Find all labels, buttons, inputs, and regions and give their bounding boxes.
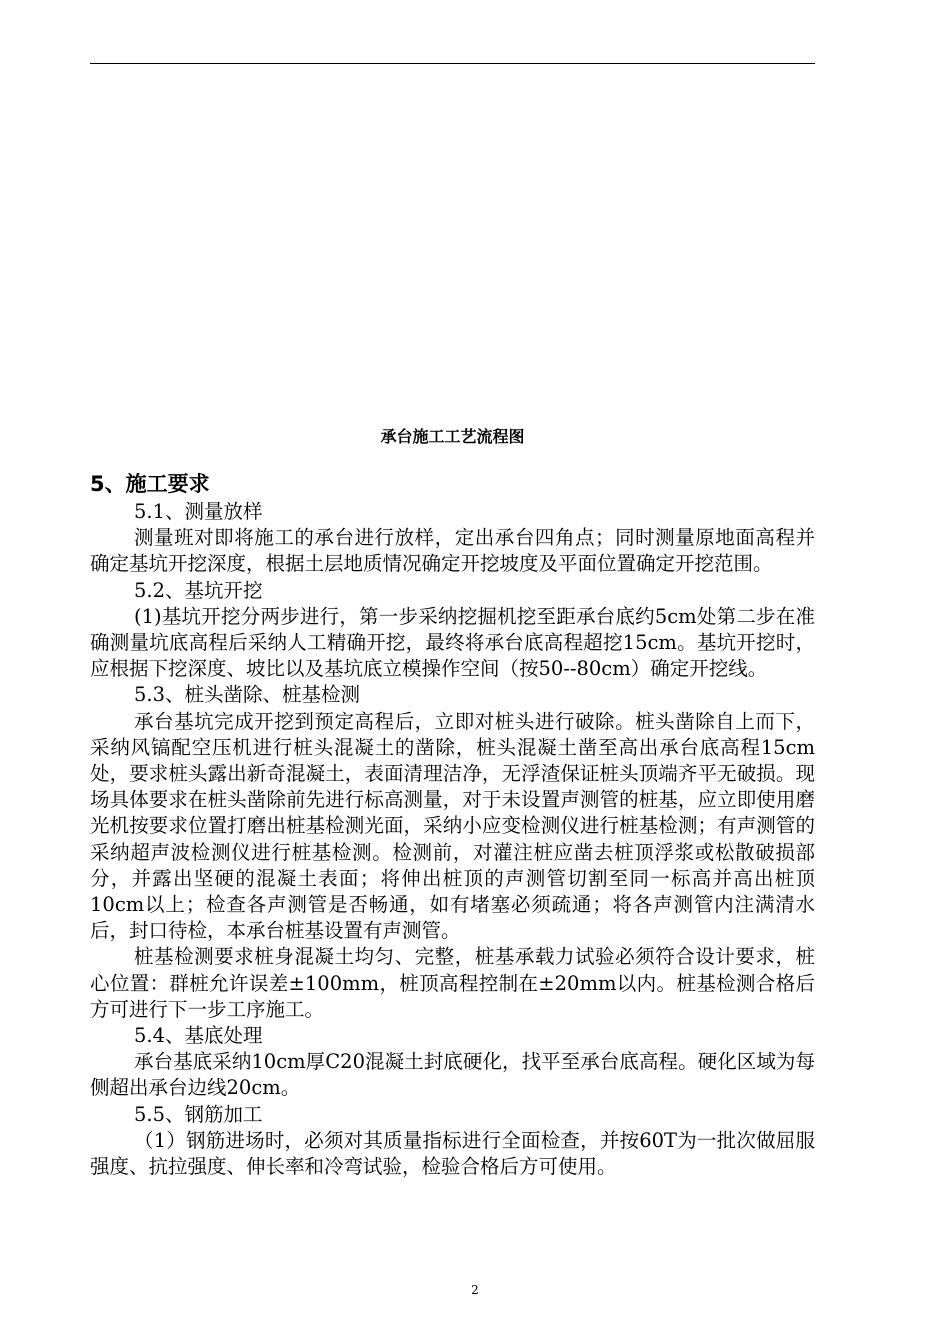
paragraph: 桩基检测要求桩身混凝土均匀、完整，桩基承载力试验必须符合设计要求，桩心位置：群桩允许误差±100mm，桩顶高程控制在±20mm以内。桩基检测合格后方可进行下一步工序施工。 xyxy=(90,945,815,1021)
subsection-title-5-1: 5.1、测量放样 xyxy=(134,500,263,523)
main-content xyxy=(90,470,815,1180)
subsection-title-5-2: 5.2、基坑开挖 xyxy=(134,578,263,602)
page-number: 2 xyxy=(471,1283,479,1297)
section-heading: 5、施工要求 xyxy=(90,472,210,496)
flowchart-figure-area xyxy=(90,75,815,415)
subsection-title-5-4: 5.4、基底处理 xyxy=(134,1024,263,1048)
header-rule xyxy=(90,63,815,64)
subsection-title-5-3: 5.3、桩头凿除、桩基检测 xyxy=(134,683,361,707)
paragraph: 测量班对即将施工的承台进行放样，定出承台四角点；同时测量原地面高程并确定基坑开挖深度，根据土层地质情况确定开挖坡度及平面位置确定开挖范围。 xyxy=(90,526,815,576)
paragraph: 承台基坑完成开挖到预定高程后，立即对桩头进行破除。桩头凿除自上而下，采纳风镐配空压机进行桩头混凝土的凿除，桩头混凝土凿至高出承台底高程15cm处，要求桩头露出新奇混凝土，表面清理洁净，无浮渣保证桩头顶端齐平无破损。现场具体要求在桩头凿除前先进行标高测量，对于未设置声测管的桩基，应立即使用磨光机按要求位置打磨出桩基检测光面，采纳小应变检测仪进行桩基检测；有声测管的采纳超声波检测仪进行桩基检测。检测前，对灌注桩应凿去桩顶浮浆或松散破损部分，并露出坚硬的混凝土表面；将伸出桩顶的声测管切割至同一标高并高出桩顶10cm以上；检查各声测管是否畅通，如有堵塞必须疏通；将各声测管内注满清水后，封口待检，本承台桩基设置有声测管。 xyxy=(90,709,815,943)
subsection-title-5-5: 5.5、钢筋加工 xyxy=(134,1102,263,1126)
figure-caption: 承台施工工艺流程图 xyxy=(380,427,525,446)
paragraph: (1)基坑开挖分两步进行，第一步采纳挖掘机挖至距承台底约5cm处第二步在准确测量坑底高程后采纳人工精确开挖，最终将承台底高程超挖15cm。基坑开挖时，应根据下挖深度、坡比以及基坑底立模操作空间（按50--80cm）确定开挖线。 xyxy=(90,604,815,681)
paragraph: 承台基底采纳10cm厚C20混凝土封底硬化，找平至承台底高程。硬化区域为每侧超出承台边线20cm。 xyxy=(90,1050,815,1100)
paragraph: （1）钢筋进场时，必须对其质量指标进行全面检查，并按60T为一批次做屈服强度、抗拉强度、伸长率和冷弯试验，检验合格后方可使用。 xyxy=(90,1128,815,1179)
